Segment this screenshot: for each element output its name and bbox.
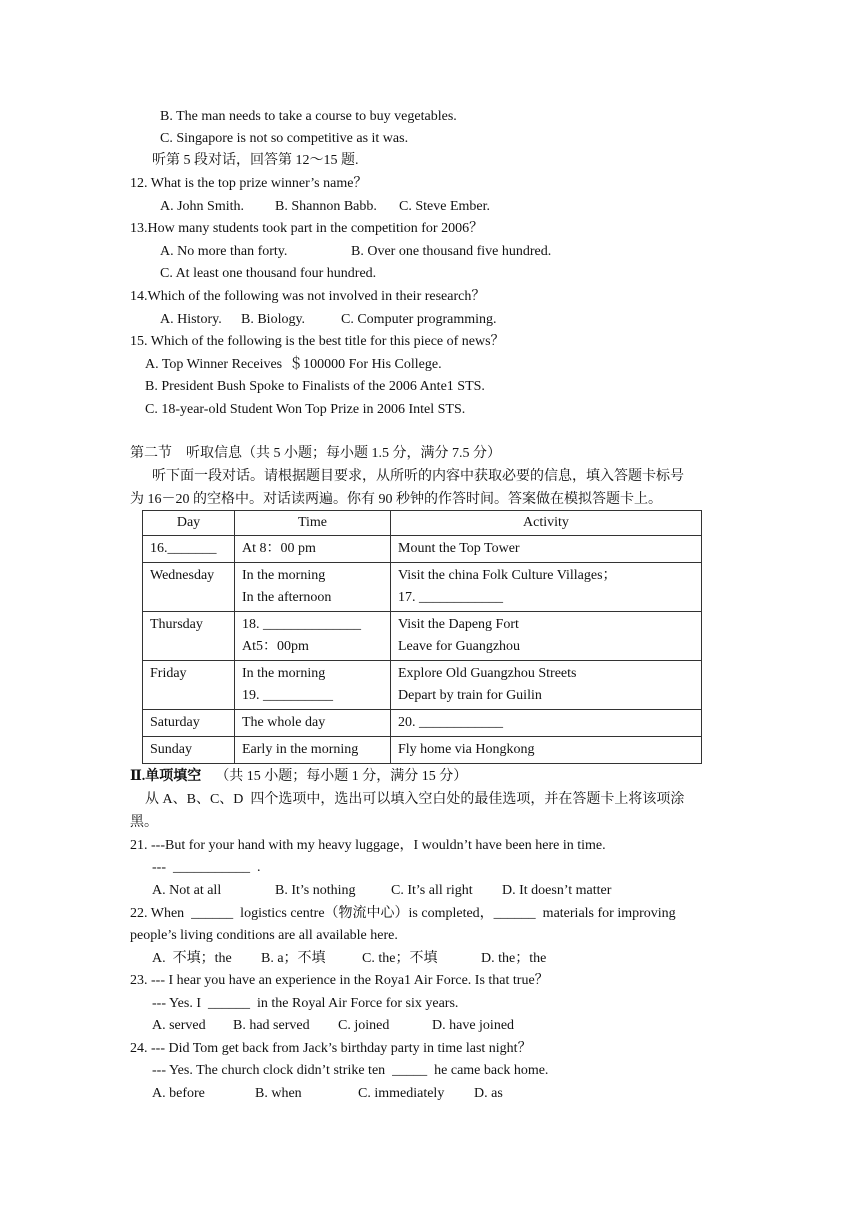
q12-stem: 12. What is the top prize winner’s name？	[130, 176, 368, 191]
time-blank-19: 19. __________	[242, 688, 333, 703]
part2-heading	[130, 768, 467, 786]
q14-option-a: A. History.	[160, 312, 222, 327]
q11-option-c: C. Singapore is not so competitive as it was.	[160, 131, 409, 146]
activity-line: Mount the Top Tower	[398, 541, 520, 556]
time-line: At5：00pm	[242, 639, 309, 654]
q24-reply: --- Yes. The church clock didn’t strike ten _____ he came back home.	[152, 1063, 549, 1078]
activity-line: Visit the Dapeng Fort	[398, 617, 519, 632]
q24-option-c: C. immediately	[358, 1086, 445, 1101]
cell-time	[235, 612, 391, 661]
q24-option-b: B. when	[255, 1086, 302, 1101]
table-row	[143, 661, 702, 710]
cell-activity	[391, 536, 702, 563]
activity-line: Explore Old Guangzhou Streets	[398, 666, 577, 681]
table-row	[143, 563, 702, 612]
cell-day: Sunday	[143, 737, 235, 764]
time-line: In the afternoon	[242, 590, 332, 605]
time-line: The whole day	[242, 715, 326, 730]
schedule-table	[142, 510, 702, 764]
cell-time	[235, 563, 391, 612]
q23-reply: --- Yes. I ______ in the Royal Air Force for six years.	[152, 996, 459, 1011]
q21-stem: 21. ---But for your hand with my heavy luggage，I wouldn’t have been here in time.	[130, 838, 606, 853]
time-line: In the morning	[242, 666, 326, 681]
q11-option-b: B. The man needs to take a course to buy vegetables.	[160, 109, 457, 124]
table-header-row	[143, 511, 702, 536]
cell-time	[235, 737, 391, 764]
activity-line: Depart by train for Guilin	[398, 688, 542, 703]
activity-line: Visit the china Folk Culture Villages；	[398, 568, 617, 583]
q12-option-a: A. John Smith.	[160, 199, 245, 214]
q22-option-b: B. a；不填	[261, 951, 326, 966]
cell-day: Friday	[143, 661, 235, 710]
q15-stem: 15. Which of the following is the best title for this piece of news？	[130, 334, 505, 349]
q21-reply: --- ___________ .	[152, 860, 261, 875]
section2-instruction-line1: 听下面一段对话。请根据题目要求，从所听的内容中获取必要的信息，填入答题卡标号	[152, 469, 684, 484]
part2-title: Ⅱ.单项填空	[130, 769, 202, 784]
time-line: In the morning	[242, 568, 326, 583]
time-line: At 8：00 pm	[242, 541, 316, 556]
q24-stem: 24. --- Did Tom get back from Jack’s birthday party in time last night？	[130, 1041, 532, 1056]
q15-option-a: A. Top Winner Receives ＄100000 For His College.	[145, 357, 442, 372]
cell-time	[235, 710, 391, 737]
activity-line: Fly home via Hongkong	[398, 742, 535, 757]
time-line: Early in the morning	[242, 742, 359, 757]
cell-day: Wednesday	[143, 563, 235, 612]
header-time: Time	[235, 511, 391, 536]
q24-option-d: D. as	[474, 1086, 503, 1101]
cell-day: Thursday	[143, 612, 235, 661]
activity-blank-17: 17. ____________	[398, 590, 503, 605]
part2-note: （共 15 小题；每小题 1 分，满分 15 分）	[215, 769, 468, 784]
q13-option-b: B. Over one thousand five hundred.	[351, 244, 552, 259]
cell-time	[235, 536, 391, 563]
q14-stem: 14.Which of the following was not involved in their research？	[130, 289, 486, 304]
q12-option-c: C. Steve Ember.	[399, 199, 490, 214]
cell-activity	[391, 710, 702, 737]
part2-instruction-line2: 黑。	[130, 815, 158, 830]
q13-stem: 13.How many students took part in the competition for 2006？	[130, 221, 484, 236]
section2-title: 第二节 听取信息（共 5 小题；每小题 1.5 分，满分 7.5 分）	[130, 446, 501, 461]
q23-option-c: C. joined	[338, 1018, 390, 1033]
q23-stem: 23. --- I hear you have an experience in the Roya1 Air Force. Is that true？	[130, 973, 549, 988]
table-row	[143, 612, 702, 661]
cell-time	[235, 661, 391, 710]
q22-stem: 22. When ______ logistics centre（物流中心）is completed，______ materials for improving	[130, 906, 676, 921]
activity-blank-20: 20. ____________	[398, 715, 503, 730]
q13-option-c: C. At least one thousand four hundred.	[160, 266, 377, 281]
q21-option-c: C. It’s all right	[391, 883, 473, 898]
q21-option-d: D. It doesn’t matter	[502, 883, 612, 898]
q14-option-c: C. Computer programming.	[341, 312, 497, 327]
dialog5-intro: 听第 5 段对话，回答第 12～15 题.	[152, 153, 359, 168]
q23-option-a: A. served	[152, 1018, 206, 1033]
cell-activity	[391, 563, 702, 612]
q22-option-d: D. the；the	[481, 951, 547, 966]
cell-activity	[391, 661, 702, 710]
q23-option-b: B. had served	[233, 1018, 310, 1033]
q22-option-c: C. the；不填	[362, 951, 438, 966]
cell-day: Saturday	[143, 710, 235, 737]
q12-option-b: B. Shannon Babb.	[275, 199, 377, 214]
q15-option-c: C. 18-year-old Student Won Top Prize in 2006 Intel STS.	[145, 402, 466, 417]
table-row	[143, 737, 702, 764]
section2-instruction-line2: 为 16－20 的空格中。对话读两遍。你有 90 秒钟的作答时间。答案做在模拟答题卡上。	[130, 492, 662, 507]
activity-line: Leave for Guangzhou	[398, 639, 521, 654]
q21-option-a: A. Not at all	[152, 883, 222, 898]
q21-option-b: B. It’s nothing	[275, 883, 356, 898]
cell-activity	[391, 612, 702, 661]
q14-option-b: B. Biology.	[241, 312, 306, 327]
q13-option-a: A. No more than forty.	[160, 244, 288, 259]
q24-option-a: A. before	[152, 1086, 205, 1101]
header-activity: Activity	[391, 511, 702, 536]
header-day: Day	[143, 511, 235, 536]
q23-option-d: D. have joined	[432, 1018, 515, 1033]
table-row	[143, 710, 702, 737]
time-blank-18: 18. ______________	[242, 617, 361, 632]
cell-activity	[391, 737, 702, 764]
cell-day: 16._______	[143, 536, 235, 563]
q22-stem-line2: people’s living conditions are all available here.	[130, 928, 398, 943]
q22-option-a: A. 不填；the	[152, 951, 232, 966]
q15-option-b: B. President Bush Spoke to Finalists of the 2006 Ante1 STS.	[145, 379, 485, 394]
table-row	[143, 536, 702, 563]
part2-instruction-line1: 从 A、B、C、D 四个选项中，选出可以填入空白处的最佳选项，并在答题卡上将该项涂	[145, 792, 685, 807]
